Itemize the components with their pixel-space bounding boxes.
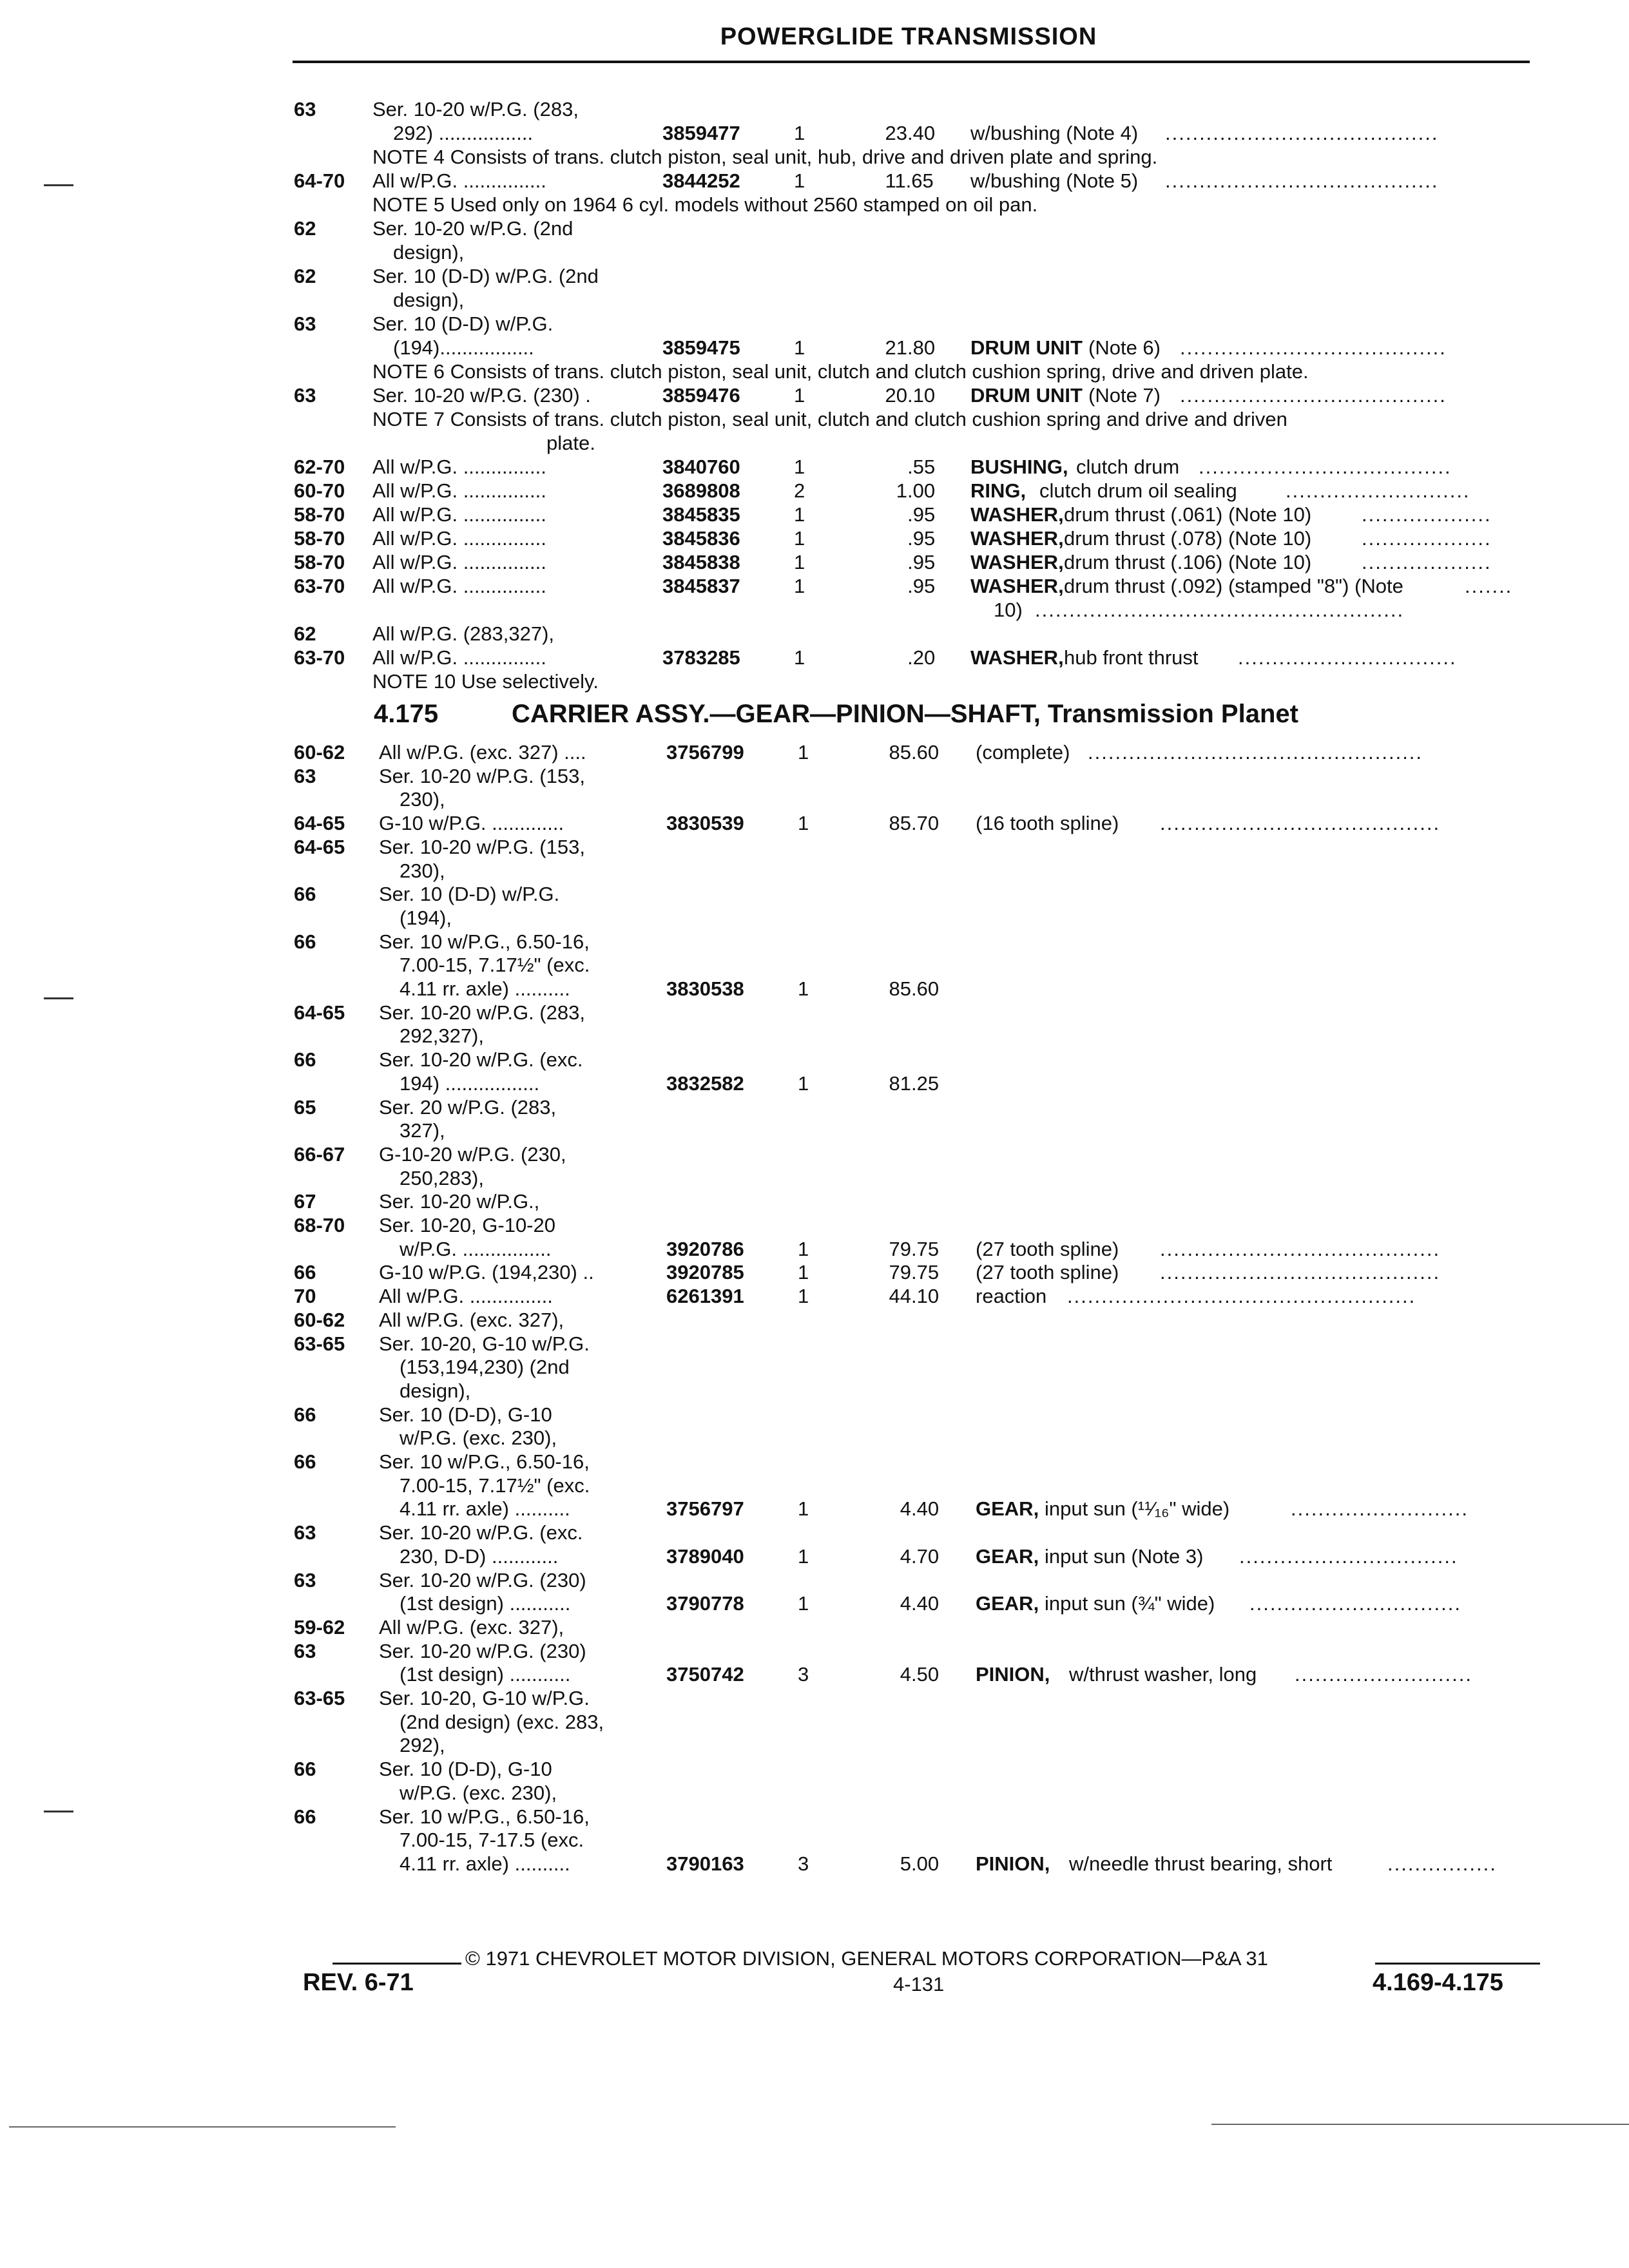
quantity: 1 bbox=[794, 527, 805, 550]
price: 44.10 bbox=[889, 1285, 940, 1308]
quantity: 1 bbox=[798, 1285, 809, 1308]
application-desc: Ser. 10 (D-D) w/P.G. bbox=[372, 312, 554, 335]
price: .20 bbox=[907, 646, 936, 669]
model-year: 63-70 bbox=[294, 575, 345, 597]
model-year: 67 bbox=[294, 1190, 316, 1213]
model-year: 68-70 bbox=[294, 1214, 345, 1236]
application-desc: All w/P.G. (exc. 327), bbox=[379, 1615, 564, 1639]
leader-dots: ......................................... bbox=[1160, 1261, 1441, 1284]
item-desc: (27 tooth spline) bbox=[976, 1237, 1119, 1260]
part-name: GEAR, bbox=[976, 1497, 1039, 1521]
quantity: 1 bbox=[798, 1237, 809, 1260]
application-desc: All w/P.G. (exc. 327), bbox=[379, 1308, 564, 1331]
item-desc: w/bushing (Note 4) bbox=[970, 122, 1139, 144]
model-year: 66 bbox=[294, 1805, 316, 1828]
application-desc: Ser. 10 w/P.G., 6.50-16, bbox=[379, 1805, 590, 1828]
part-name: BUSHING, bbox=[970, 456, 1068, 478]
application-desc-cont: w/P.G. (exc. 230), bbox=[400, 1781, 557, 1804]
price: 81.25 bbox=[889, 1072, 940, 1095]
price: 20.10 bbox=[885, 384, 936, 407]
model-year: 62 bbox=[294, 217, 316, 240]
leader-dots: ................................................. bbox=[1088, 741, 1423, 764]
quantity: 1 bbox=[794, 384, 805, 407]
application-desc: Ser. 10-20 w/P.G. (exc. bbox=[379, 1521, 583, 1544]
section-number: 4.175 bbox=[374, 700, 439, 728]
quantity: 1 bbox=[798, 1592, 809, 1615]
price: .95 bbox=[907, 575, 936, 597]
footer-rule-left bbox=[333, 1963, 461, 1965]
leader-dots: ..................................... bbox=[1199, 456, 1452, 478]
part-number: 3756799 bbox=[666, 741, 744, 764]
application-desc-cont: 292,327), bbox=[400, 1024, 484, 1048]
quantity: 2 bbox=[794, 479, 805, 502]
leader-dots: ................................ bbox=[1238, 646, 1457, 669]
part-number: 3845835 bbox=[662, 503, 740, 526]
price: 21.80 bbox=[885, 336, 936, 359]
note-text: NOTE 5 Used only on 1964 6 cyl. models without 2560 stamped on oil pan. bbox=[372, 193, 1038, 216]
part-name: RING, bbox=[970, 479, 1027, 502]
application-desc-cont: (194)................. bbox=[393, 336, 534, 359]
page-title: POWERGLIDE TRANSMISSION bbox=[720, 23, 1097, 50]
leader-dots: ............................... bbox=[1249, 1592, 1461, 1615]
model-year: 58-70 bbox=[294, 503, 345, 526]
part-number: 3859477 bbox=[662, 122, 740, 144]
part-number: 3859476 bbox=[662, 384, 740, 407]
leader-dots: ................... bbox=[1362, 503, 1492, 526]
item-desc: hub front thrust bbox=[1064, 646, 1199, 669]
application-desc: Ser. 10 w/P.G., 6.50-16, bbox=[379, 1450, 590, 1473]
model-year: 64-65 bbox=[294, 835, 345, 858]
quantity: 1 bbox=[798, 1261, 809, 1284]
application-desc: All w/P.G. ............... bbox=[379, 1285, 553, 1308]
application-desc: Ser. 10 (D-D) w/P.G. (2nd bbox=[372, 265, 599, 287]
item-desc: (complete) bbox=[976, 741, 1070, 764]
part-name: PINION, bbox=[976, 1852, 1050, 1875]
quantity: 1 bbox=[798, 741, 809, 764]
revision-label: REV. 6-71 bbox=[303, 1969, 414, 1996]
quantity: 1 bbox=[794, 169, 805, 192]
model-year: 63 bbox=[294, 764, 316, 787]
leader-dots: ....................................... bbox=[1180, 384, 1447, 407]
leader-dots: ................... bbox=[1362, 551, 1492, 573]
application-desc: G-10 w/P.G. (194,230) .. bbox=[379, 1261, 594, 1284]
item-desc: (27 tooth spline) bbox=[976, 1261, 1119, 1284]
application-desc: All w/P.G. ............... bbox=[372, 551, 546, 573]
model-year: 59-62 bbox=[294, 1615, 345, 1639]
model-year: 63-65 bbox=[294, 1332, 345, 1355]
application-desc-cont: 4.11 rr. axle) .......... bbox=[400, 977, 570, 1000]
note-text-cont: plate. bbox=[546, 432, 595, 454]
model-year: 63 bbox=[294, 384, 316, 407]
application-desc: G-10-20 w/P.G. (230, bbox=[379, 1142, 566, 1166]
price: 85.60 bbox=[889, 741, 940, 764]
quantity: 1 bbox=[798, 1072, 809, 1095]
application-desc: Ser. 10-20 w/P.G. (283, bbox=[372, 98, 579, 120]
price: .95 bbox=[907, 551, 936, 573]
application-desc: Ser. 10-20 w/P.G. (153, bbox=[379, 835, 585, 858]
item-desc: reaction bbox=[976, 1285, 1047, 1308]
leader-dots: ................... bbox=[1362, 527, 1492, 550]
section-range: 4.169-4.175 bbox=[1373, 1969, 1503, 1996]
application-desc: Ser. 10-20 w/P.G. (153, bbox=[379, 764, 585, 787]
part-number: 3790778 bbox=[666, 1592, 744, 1615]
part-name: GEAR, bbox=[976, 1592, 1039, 1615]
application-desc-cont: 230), bbox=[400, 788, 445, 811]
model-year: 70 bbox=[294, 1285, 316, 1308]
model-year: 62-70 bbox=[294, 456, 345, 478]
application-desc-cont: 292) ................. bbox=[393, 122, 534, 144]
quantity: 1 bbox=[794, 336, 805, 359]
part-number: 3830539 bbox=[666, 812, 744, 835]
price: 1.00 bbox=[896, 479, 936, 502]
application-desc: All w/P.G. ............... bbox=[372, 169, 546, 192]
application-desc-cont: (153,194,230) (2nd bbox=[400, 1356, 570, 1379]
quantity: 1 bbox=[798, 812, 809, 835]
application-desc: Ser. 10-20 w/P.G. (283, bbox=[379, 1001, 585, 1024]
part-number: 3844252 bbox=[662, 169, 740, 192]
application-desc-cont: (194), bbox=[400, 906, 452, 929]
part-number: 3920785 bbox=[666, 1261, 744, 1284]
application-desc: Ser. 10-20 w/P.G. (exc. bbox=[379, 1048, 583, 1072]
part-number: 3689808 bbox=[662, 479, 740, 502]
application-desc-cont: 194) ................. bbox=[400, 1072, 540, 1095]
price: 4.50 bbox=[900, 1663, 940, 1686]
application-desc: Ser. 10-20, G-10-20 bbox=[379, 1214, 555, 1236]
application-desc-cont: (1st design) ........... bbox=[400, 1592, 571, 1615]
note-text: NOTE 4 Consists of trans. clutch piston, seal unit, hub, drive and driven plate and spring. bbox=[372, 146, 1158, 168]
model-year: 63 bbox=[294, 312, 316, 335]
application-desc-cont: (2nd design) (exc. 283, bbox=[400, 1710, 604, 1733]
model-year: 62 bbox=[294, 622, 316, 645]
price: 4.40 bbox=[900, 1592, 940, 1615]
quantity: 1 bbox=[794, 122, 805, 144]
note-text: NOTE 10 Use selectively. bbox=[372, 670, 599, 693]
model-year: 66 bbox=[294, 883, 316, 906]
application-desc-cont: 7.00-15, 7.17½" (exc. bbox=[400, 954, 590, 977]
leader-dots: ........................................ bbox=[1165, 169, 1439, 192]
quantity: 3 bbox=[798, 1852, 809, 1875]
leader-dots: .......................... bbox=[1295, 1663, 1472, 1686]
application-desc-cont: 4.11 rr. axle) .......... bbox=[400, 1852, 570, 1875]
margin-mark bbox=[44, 1811, 73, 1812]
part-number: 3830538 bbox=[666, 977, 744, 1000]
price: 11.65 bbox=[885, 169, 934, 192]
application-desc-cont: w/P.G. ................ bbox=[400, 1237, 552, 1260]
application-desc-cont: 250,283), bbox=[400, 1166, 484, 1189]
item-desc: drum thrust (.106) (Note 10) bbox=[1064, 551, 1312, 573]
model-year: 64-65 bbox=[294, 812, 345, 835]
model-year: 64-70 bbox=[294, 169, 345, 192]
application-desc: Ser. 10-20 w/P.G. (230) bbox=[379, 1639, 586, 1662]
model-year: 65 bbox=[294, 1095, 316, 1119]
price: 85.60 bbox=[889, 977, 940, 1000]
part-number: 3832582 bbox=[666, 1072, 744, 1095]
note-text: NOTE 7 Consists of trans. clutch piston, seal unit, clutch and clutch cushion spring and drive and driven bbox=[372, 408, 1287, 430]
application-desc: Ser. 10-20 w/P.G. (230) bbox=[379, 1568, 586, 1591]
item-desc: drum thrust (.078) (Note 10) bbox=[1064, 527, 1312, 550]
model-year: 66 bbox=[294, 1261, 316, 1284]
section-title: CARRIER ASSY.—GEAR—PINION—SHAFT, Transmission Planet bbox=[512, 700, 1298, 728]
part-number: 3789040 bbox=[666, 1544, 744, 1568]
part-name: DRUM UNIT bbox=[970, 384, 1083, 407]
part-name: WASHER, bbox=[970, 527, 1064, 550]
application-desc: All w/P.G. ............... bbox=[372, 575, 546, 597]
price: 23.40 bbox=[885, 122, 936, 144]
price: 4.40 bbox=[900, 1497, 940, 1521]
price: 79.75 bbox=[889, 1261, 940, 1284]
leader-dots: ......................................... bbox=[1160, 812, 1441, 835]
model-year: 58-70 bbox=[294, 551, 345, 573]
part-name: WASHER, bbox=[970, 503, 1064, 526]
application-desc-cont: 230, D-D) ............ bbox=[400, 1544, 559, 1568]
part-name: DRUM UNIT bbox=[970, 336, 1083, 359]
leader-dots: ........................... bbox=[1286, 479, 1470, 502]
margin-mark bbox=[44, 997, 73, 999]
leader-dots: ................ bbox=[1387, 1852, 1497, 1875]
leader-dots: ................................................... bbox=[1067, 1285, 1416, 1308]
price: 85.70 bbox=[889, 812, 940, 835]
price: .55 bbox=[907, 456, 936, 478]
model-year: 66 bbox=[294, 1758, 316, 1781]
price: 79.75 bbox=[889, 1237, 940, 1260]
application-desc: Ser. 10 (D-D), G-10 bbox=[379, 1403, 552, 1426]
application-desc-cont: design), bbox=[400, 1379, 471, 1402]
application-desc-cont: 327), bbox=[400, 1119, 445, 1142]
application-desc-cont: 4.11 rr. axle) .......... bbox=[400, 1497, 570, 1521]
leader-dots: ....... bbox=[1465, 575, 1513, 597]
model-year: 60-62 bbox=[294, 1308, 345, 1331]
price: .95 bbox=[907, 503, 936, 526]
leader-dots: ......................................... bbox=[1160, 1237, 1441, 1260]
part-name: WASHER, bbox=[970, 646, 1064, 669]
application-desc: G-10 w/P.G. ............. bbox=[379, 812, 564, 835]
model-year: 66-67 bbox=[294, 1142, 345, 1166]
leader-dots: ...................................................... bbox=[1035, 599, 1405, 621]
item-desc: input sun (¹¹⁄₁₆" wide) bbox=[1045, 1497, 1230, 1521]
model-year: 66 bbox=[294, 930, 316, 953]
item-desc: clutch drum oil sealing bbox=[1039, 479, 1237, 502]
copyright-text: © 1971 CHEVROLET MOTOR DIVISION, GENERAL MOTORS CORPORATION—P&A 31 bbox=[465, 1947, 1268, 1970]
part-number: 3845837 bbox=[662, 575, 740, 597]
quantity: 1 bbox=[794, 456, 805, 478]
part-name: WASHER, bbox=[970, 575, 1064, 597]
leader-dots: ....................................... bbox=[1180, 336, 1447, 359]
item-desc: drum thrust (.092) (stamped "8") (Note bbox=[1064, 575, 1403, 597]
quantity: 1 bbox=[798, 1544, 809, 1568]
part-name: PINION, bbox=[976, 1663, 1050, 1686]
item-desc: input sun (¾" wide) bbox=[1045, 1592, 1215, 1615]
margin-mark bbox=[44, 184, 73, 186]
scan-edge-line bbox=[9, 2126, 396, 2128]
leader-dots: .......................... bbox=[1291, 1497, 1469, 1521]
application-desc: Ser. 20 w/P.G. (283, bbox=[379, 1095, 557, 1119]
item-desc-cont: 10) bbox=[994, 599, 1023, 621]
application-desc: Ser. 10-20, G-10 w/P.G. bbox=[379, 1687, 590, 1709]
application-desc: All w/P.G. ............... bbox=[372, 527, 546, 550]
part-number: 3845836 bbox=[662, 527, 740, 550]
item-desc: (Note 7) bbox=[1088, 384, 1161, 407]
application-desc-cont: 292), bbox=[400, 1734, 445, 1757]
quantity: 3 bbox=[798, 1663, 809, 1686]
leader-dots: ................................ bbox=[1239, 1544, 1458, 1568]
model-year: 63 bbox=[294, 98, 316, 120]
model-year: 58-70 bbox=[294, 527, 345, 550]
part-number: 3783285 bbox=[662, 646, 740, 669]
note-text: NOTE 6 Consists of trans. clutch piston, seal unit, clutch and clutch cushion spring, drive and driven plate. bbox=[372, 360, 1309, 383]
part-number: 3750742 bbox=[666, 1663, 744, 1686]
part-number: 3845838 bbox=[662, 551, 740, 573]
footer-rule-right bbox=[1375, 1963, 1540, 1965]
item-desc: (Note 6) bbox=[1088, 336, 1161, 359]
application-desc: All w/P.G. (283,327), bbox=[372, 622, 555, 645]
application-desc-cont: 230), bbox=[400, 859, 445, 882]
application-desc: Ser. 10 w/P.G., 6.50-16, bbox=[379, 930, 590, 953]
model-year: 62 bbox=[294, 265, 316, 287]
quantity: 1 bbox=[794, 646, 805, 669]
quantity: 1 bbox=[794, 503, 805, 526]
application-desc: Ser. 10 (D-D) w/P.G. bbox=[379, 883, 560, 906]
application-desc-cont: 7.00-15, 7-17.5 (exc. bbox=[400, 1829, 584, 1852]
application-desc-cont: 7.00-15, 7.17½" (exc. bbox=[400, 1474, 590, 1497]
part-number: 3756797 bbox=[666, 1497, 744, 1521]
model-year: 60-70 bbox=[294, 479, 345, 502]
header-divider bbox=[293, 61, 1530, 63]
part-number: 6261391 bbox=[666, 1285, 744, 1308]
price: .95 bbox=[907, 527, 936, 550]
part-number: 3790163 bbox=[666, 1852, 744, 1875]
model-year: 63 bbox=[294, 1521, 316, 1544]
application-desc: All w/P.G. ............... bbox=[372, 456, 546, 478]
model-year: 66 bbox=[294, 1403, 316, 1426]
price: 4.70 bbox=[900, 1544, 940, 1568]
item-desc: (16 tooth spline) bbox=[976, 812, 1119, 835]
model-year: 63 bbox=[294, 1568, 316, 1591]
application-desc: All w/P.G. ............... bbox=[372, 646, 546, 669]
item-desc: w/bushing (Note 5) bbox=[970, 169, 1139, 192]
price: 5.00 bbox=[900, 1852, 940, 1875]
item-desc: w/needle thrust bearing, short bbox=[1069, 1852, 1333, 1875]
model-year: 60-62 bbox=[294, 741, 345, 764]
item-desc: clutch drum bbox=[1076, 456, 1180, 478]
model-year: 66 bbox=[294, 1048, 316, 1072]
application-desc-cont: design), bbox=[393, 241, 465, 264]
application-desc: Ser. 10-20, G-10 w/P.G. bbox=[379, 1332, 590, 1355]
model-year: 66 bbox=[294, 1450, 316, 1473]
application-desc: Ser. 10 (D-D), G-10 bbox=[379, 1758, 552, 1781]
part-number: 3859475 bbox=[662, 336, 740, 359]
part-number: 3840760 bbox=[662, 456, 740, 478]
quantity: 1 bbox=[794, 551, 805, 573]
model-year: 64-65 bbox=[294, 1001, 345, 1024]
part-name: WASHER, bbox=[970, 551, 1064, 573]
leader-dots: ........................................ bbox=[1165, 122, 1439, 144]
item-desc: input sun (Note 3) bbox=[1045, 1544, 1204, 1568]
quantity: 1 bbox=[798, 1497, 809, 1521]
application-desc: All w/P.G. ............... bbox=[372, 503, 546, 526]
quantity: 1 bbox=[798, 977, 809, 1000]
application-desc: Ser. 10-20 w/P.G., bbox=[379, 1190, 540, 1213]
model-year: 63-70 bbox=[294, 646, 345, 669]
application-desc: Ser. 10-20 w/P.G. (2nd bbox=[372, 217, 574, 240]
model-year: 63 bbox=[294, 1639, 316, 1662]
item-desc: drum thrust (.061) (Note 10) bbox=[1064, 503, 1312, 526]
quantity: 1 bbox=[794, 575, 805, 597]
application-desc: All w/P.G. (exc. 327) .... bbox=[379, 741, 586, 764]
part-name: GEAR, bbox=[976, 1544, 1039, 1568]
scan-edge-line bbox=[1211, 2124, 1629, 2125]
application-desc: Ser. 10-20 w/P.G. (230) . bbox=[372, 384, 591, 407]
application-desc-cont: (1st design) ........... bbox=[400, 1663, 571, 1686]
model-year: 63-65 bbox=[294, 1687, 345, 1709]
application-desc-cont: design), bbox=[393, 289, 465, 311]
item-desc: w/thrust washer, long bbox=[1069, 1663, 1257, 1686]
part-number: 3920786 bbox=[666, 1237, 744, 1260]
page-number: 4-131 bbox=[893, 1973, 945, 1995]
application-desc-cont: w/P.G. (exc. 230), bbox=[400, 1427, 557, 1450]
application-desc: All w/P.G. ............... bbox=[372, 479, 546, 502]
